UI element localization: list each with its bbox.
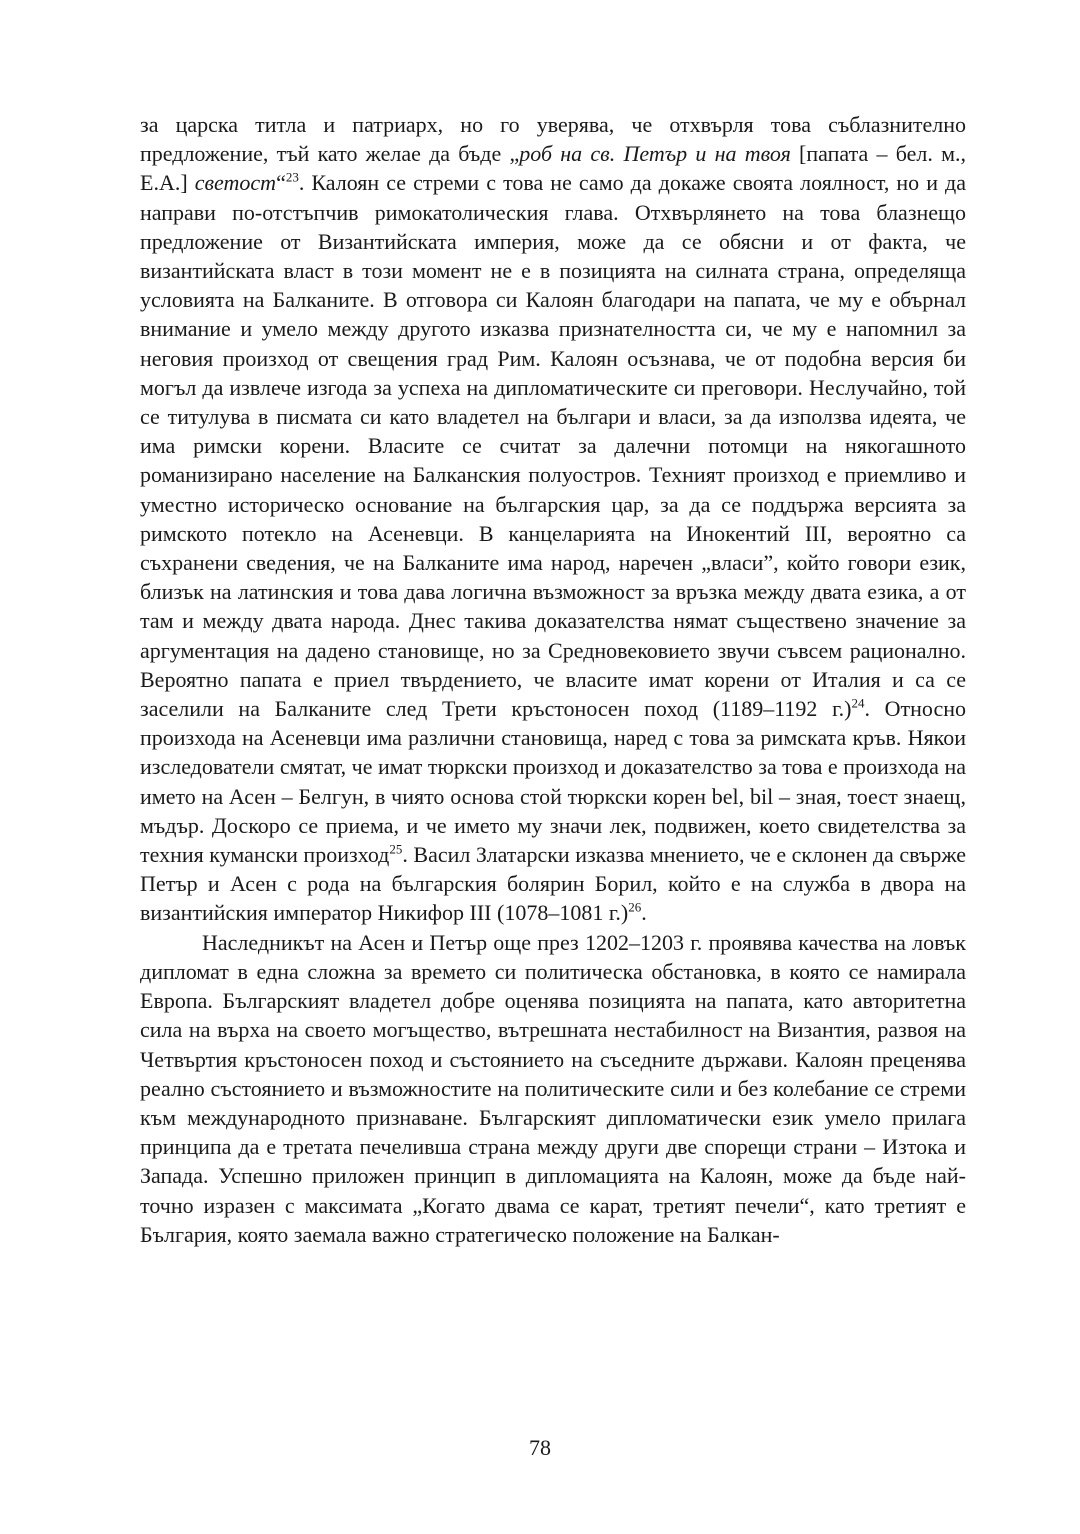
editor-note: [папата – бел. м., Е.А.] (140, 141, 966, 196)
paragraph-1-text: . Калоян се стреми с това не само да докаже своята лоялност, но и да направи по-отстъпчив римокатолическия глава. Отхвърлянето на това блазнещо предложение от Византийската империя, може да се обясни и от факта, че византийската власт в този момент не е в позицията на силната страна, определяща условията на Балканите. В отговора си Калоян благодари на папата, че му е обърнал внимание и умело между другото изказва признателността си, че му е напомнил за неговия произход от свещения град Рим. Калоян осъзнава, че от подобна версия би могъл да извлече изгода за успеха на дипломатическите си преговори. Неслучайно, той се титулува в писмата си като владетел на българи и власи, за да използва идеята, че има римски корени. Власите се считат за далечни потомци на някогашното романизирано население на Балканския полуостров. Техният произход е приемливо и уместно историческо основание на българския цар, за да се поддържа версията за римското потекло на Асеневци. В канцеларията на Инокентий III, вероятно са съхранени сведения, че на Балканите има народ, наречен „власи”, който говори език, близък на латинския и това дава логична възможност за връзка между двата езика, а от там и между двата народа. Днес такива доказателства нямат съществено значение за аргументация на дадено становище, но за Средновековието звучи съвсем рационално. Вероятно папата е приел твърдението, че власите имат корени от Италия и са се заселили на Балканите след Трети кръстоносен поход (1189–1192 г.) (140, 170, 966, 722)
quote-italic-1: роб на св. Петър и на твоя (519, 141, 791, 167)
paragraph-1-text: за царска титла и патриарх, но го уверява, че отхвърля това съблазнително предложение, тъй като желае да бъде „ (140, 112, 966, 167)
paragraph-1-text: . Васил Златарски изказва мнението, че е склонен да свърже Петър и Асен с рода на българския болярин Борил, който е на служба в двора на византийския император Никифор III (1078–1081 г.) (140, 842, 966, 926)
page-body (140, 110, 966, 1249)
footnote-ref-24: 24 (851, 695, 865, 711)
footnote-ref-23: 23 (285, 170, 299, 186)
paragraph-1 (140, 110, 966, 928)
footnote-ref-26: 26 (628, 900, 642, 916)
paragraph-1-end: . (641, 900, 647, 926)
closing-quote: “ (276, 170, 286, 196)
footnote-ref-25: 25 (389, 841, 403, 857)
page-number: 78 (529, 1435, 551, 1460)
quote-italic-2: светост (194, 170, 277, 196)
paragraph-2: Наследникът на Асен и Петър още през 1202–1203 г. проявява качества на ловък дипломат в една сложна за времето си политическа обстановка, в която се намирала Европа. Българският владетел добре оценява позицията на папата, като авторитетна сила на върха на своето могъщество, вътрешната нестабилност на Византия, развоя на Четвъртия кръстоносен поход и състоянието на съседните държави. Калоян преценява реално състоянието и възможностите на политическите сили и без колебание се стреми към международното признаване. Българският дипломатически език умело прилага принципа да е третата печеливша страна между други две спорещи страни – Изтока и Запада. Успешно приложен принцип в дипломацията на Калоян, може да бъде най-точно изразен с максимата „Когато двама се карат, третият печели“, като третият е България, която заемала важно стратегическо положение на Балкан- (140, 929, 966, 1247)
paragraph-1-text: . Относно произхода на Асеневци има различни становища, наред с това за римската кръв. Някои изследователи смятат, че имат тюркски произход и доказателство за това е произхода на името на Асен – Белгун, в чиято основа стой тюркски корен bel, bil – зная, тоест знаещ, мъдър. Доскоро се приема, и че името му значи лек, подвижен, което свидетелства за техния кумански произход (140, 696, 966, 868)
